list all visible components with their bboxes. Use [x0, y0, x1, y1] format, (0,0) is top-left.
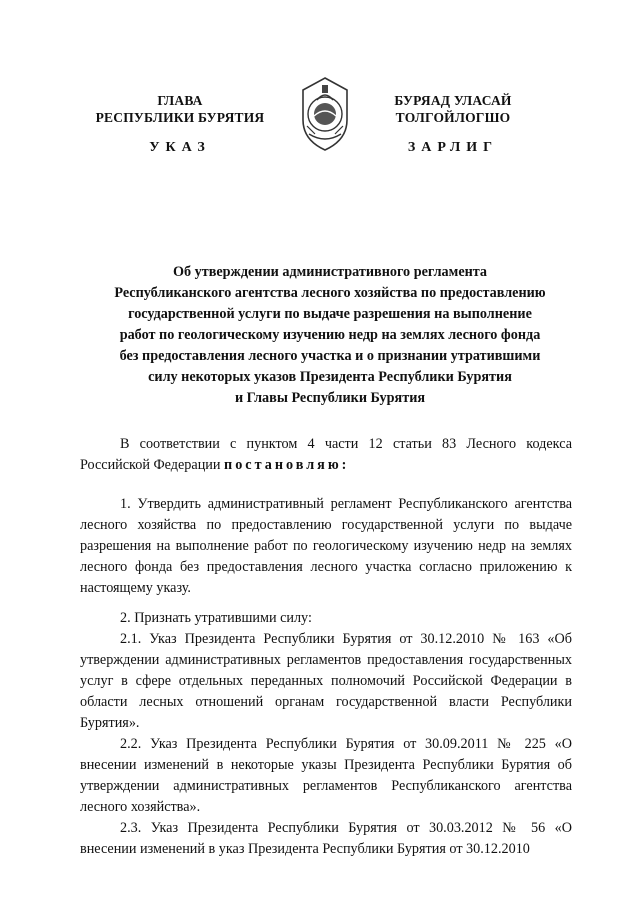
preamble-decree-word: постановляю:: [224, 457, 350, 473]
decree-type-ru: УКАЗ: [149, 140, 211, 155]
header-right: [368, 92, 538, 126]
header-left-line2: РЕСПУБЛИКИ БУРЯТИЯ: [95, 110, 265, 125]
header-left: [85, 92, 275, 126]
item-2-1-text: 2.1. Указ Президента Республики Бурятия от 30.12.2010 № 163 «Об утверждении административных регламентов предоставления государственных услуг в сфере отдельных переданных полномочий Российской Федерации в области лесных отношений органам государственной власти Республики Бурятия».: [80, 631, 572, 731]
title-line: и Главы Республики Бурятия: [234, 390, 426, 406]
item-1-text: 1. Утвердить административный регламент Республиканского агентства лесного хозяйства по предоставлению государственной услуги по выдаче разрешения на выполнение работ по геологическому изучению недр на землях лесного фонда без предоставления лесного участка согласно приложению к настоящему указу.: [80, 496, 572, 596]
header-left-line1: ГЛАВА: [157, 93, 203, 108]
title-line: Республиканского агентства лесного хозяйства по предоставлению: [114, 285, 546, 301]
coat-of-arms-emblem: [295, 76, 355, 152]
item-2-3-text: 2.3. Указ Президента Республики Бурятия от 30.03.2012 № 56 «О внесении изменений в указ Президента Республики Бурятия от 30.12.2010: [80, 820, 572, 857]
title-line: Об утверждении административного регламента: [172, 264, 488, 280]
title-line: силу некоторых указов Президента Республики Бурятия: [148, 369, 512, 385]
item-1-paragraph: [80, 494, 572, 599]
header-right-line2: ТОЛГОЙЛОГШО: [395, 110, 511, 125]
item-2-section: [80, 608, 572, 860]
item-2-2-text: 2.2. Указ Президента Республики Бурятия от 30.09.2011 № 225 «О внесении изменений в некоторые указы Президента Республики Бурятия об утверждении административных регламентов Республиканского агентства лесного хозяйства».: [80, 736, 572, 815]
title-line: без предоставления лесного участка и о признании утратившими: [119, 348, 541, 364]
preamble-paragraph: [80, 434, 572, 476]
title-line: государственной услуги по выдаче разрешения на выполнение: [128, 306, 532, 322]
title-line: работ по геологическому изучению недр на землях лесного фонда: [119, 327, 541, 343]
item-2-text: 2. Признать утратившими силу:: [120, 610, 312, 626]
header-right-line1: БУРЯАД УЛАСАЙ: [394, 93, 512, 108]
preamble-text: В соответствии с пунктом 4 части 12 статьи 83 Лесного кодекса Российской Федерации: [80, 436, 572, 473]
decree-type-bua: ЗАРЛИГ: [407, 140, 499, 155]
document-title: [80, 262, 580, 409]
